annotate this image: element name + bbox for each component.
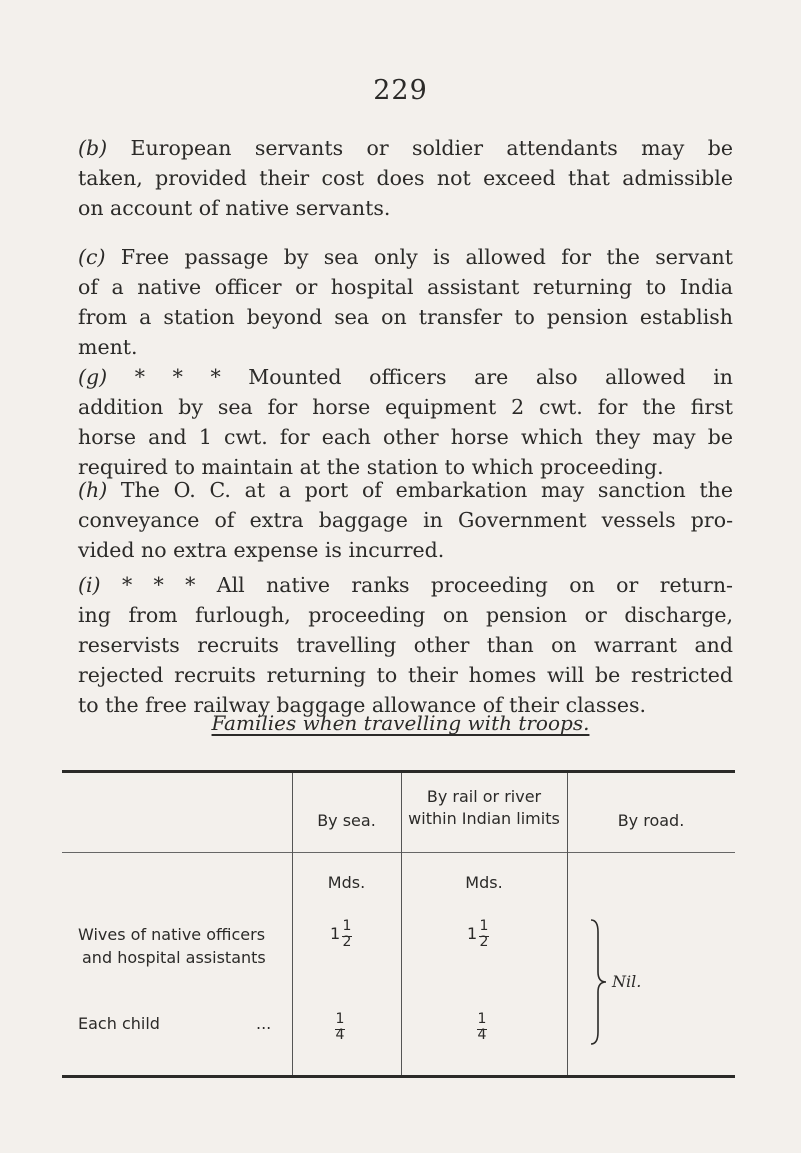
para-line: Free passage by sea only is allowed for the servant — [120, 245, 733, 269]
header-rule — [62, 852, 735, 853]
row-label-line: Wives of native officers — [78, 925, 266, 944]
frac-denominator: 4 — [477, 1027, 487, 1043]
para-line: vided no extra expense is incurred. — [78, 538, 445, 562]
frac-denominator: 4 — [335, 1027, 345, 1043]
para-line: taken, provided their cost does not exceed that admissible — [78, 166, 733, 190]
para-line: * * * Mounted officers are also allowed in — [134, 365, 733, 389]
frac-numerator: 1 — [479, 918, 489, 934]
unit-rail: Mds. — [465, 873, 503, 892]
header-by-rail: By rail or river within Indian limits — [408, 787, 560, 828]
para-line: rejected recruits returning to their homes will be restricted — [78, 663, 733, 687]
paragraph-h — [78, 475, 733, 565]
frac-denominator: 2 — [479, 934, 489, 950]
paragraph-label: (h) — [78, 478, 108, 502]
para-line: from a station beyond sea on transfer to pension establish — [78, 305, 733, 329]
whole-part: 1 — [330, 924, 341, 943]
para-line: required to maintain at the station to which proceeding. — [78, 455, 664, 479]
table-bottom-rule — [62, 1075, 735, 1078]
header-by-road: By road. — [617, 811, 685, 830]
paragraph-i — [78, 570, 733, 720]
value-child-rail — [476, 1011, 496, 1044]
para-line: horse and 1 cwt. for each other horse which they may be — [78, 425, 733, 449]
para-line: of a native officer or hospital assistant returning to India — [78, 275, 733, 299]
para-line: ment. — [78, 335, 138, 359]
value-wives-sea — [330, 918, 370, 951]
para-line: The O. C. at a port of embarkation may sanction the — [120, 478, 733, 502]
frac-denominator: 2 — [342, 934, 352, 950]
paragraph-label: (i) — [78, 573, 101, 597]
row-label-line: Each child — [78, 1014, 160, 1033]
whole-part: 1 — [467, 924, 478, 943]
para-line: to the free railway baggage allowance of their classes. — [78, 693, 647, 717]
table-caption: Families when travelling with troops. — [211, 711, 590, 735]
paragraph-c — [78, 242, 733, 362]
unit-sea: Mds. — [327, 873, 366, 892]
para-line: addition by sea for horse equipment 2 cwt. for the first — [78, 395, 733, 419]
value-wives-rail — [467, 918, 507, 951]
leader-dots: ... — [256, 1014, 272, 1033]
row-label-line: and hospital assistants — [82, 948, 266, 967]
row-label-wives — [78, 923, 288, 969]
para-line: reservists recruits travelling other than on warrant and — [78, 633, 733, 657]
page-number: 229 — [373, 75, 428, 106]
para-line: on account of native servants. — [78, 196, 391, 220]
paragraph-label: (c) — [78, 245, 106, 269]
frac-numerator: 1 — [477, 1011, 487, 1027]
frac-numerator: 1 — [342, 918, 352, 934]
paragraph-g — [78, 362, 733, 482]
value-child-sea — [334, 1011, 354, 1044]
frac-numerator: 1 — [335, 1011, 345, 1027]
value-road-nil: Nil. — [612, 972, 642, 991]
para-line: ing from furlough, proceeding on pension or discharge, — [78, 603, 733, 627]
para-line: conveyance of extra baggage in Government vessels pro- — [78, 508, 733, 532]
row-label-child — [78, 1014, 160, 1033]
brace-icon — [588, 918, 610, 1046]
paragraph-b — [78, 133, 733, 223]
paragraph-label: (g) — [78, 365, 108, 389]
table-top-rule — [62, 770, 735, 773]
para-line: European servants or soldier attendants may be — [130, 136, 733, 160]
header-by-sea: By sea. — [317, 811, 376, 830]
paragraph-label: (b) — [78, 136, 108, 160]
para-line: * * * All native ranks proceeding on or return- — [121, 573, 733, 597]
